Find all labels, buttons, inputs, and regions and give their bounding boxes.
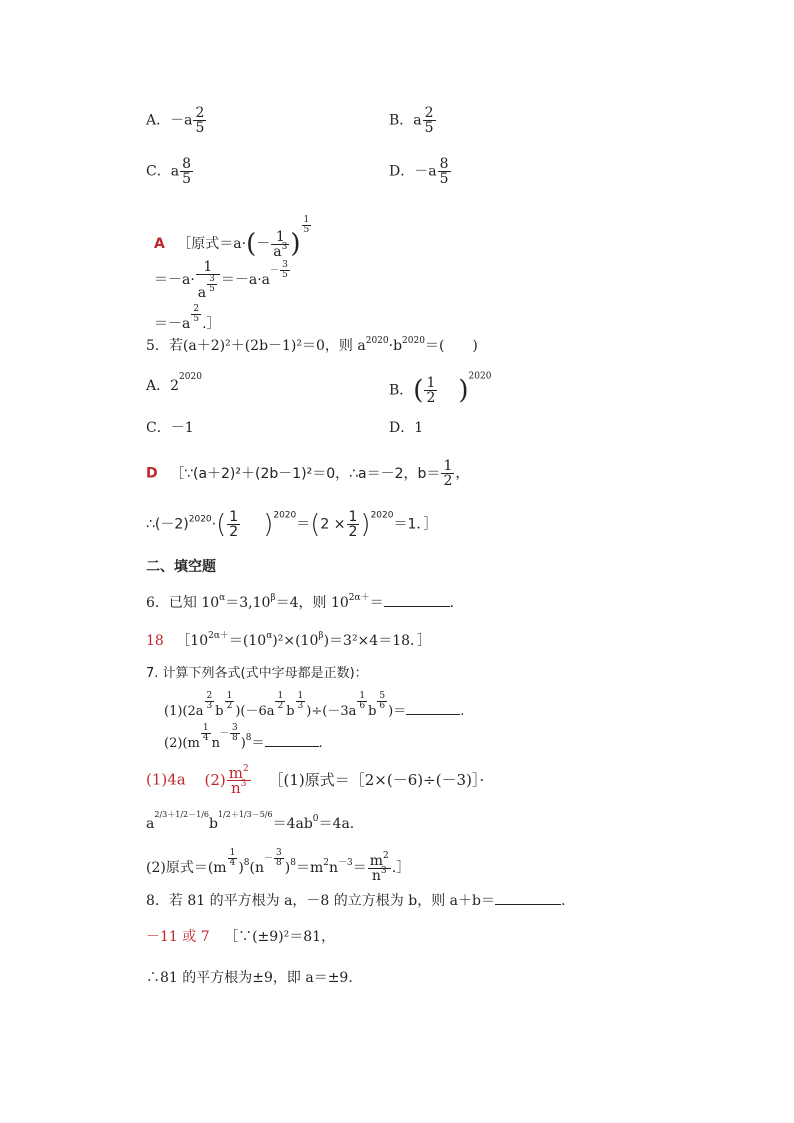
q4-sol1-exponent: $\frac{1}{5}$ xyxy=(303,215,310,235)
q4-solution-line-3: ＝－a $^{\frac{2}{5}}$ .］ xyxy=(154,304,221,332)
q5-sol2-fraction-2: $\frac{1}{2}$ xyxy=(348,509,358,540)
q4-option-d: D．－a $\frac{8}{5}$ xyxy=(389,156,449,187)
q7-sol3-fraction: $\frac{m^2}{n^3}$ xyxy=(369,850,389,884)
section-title: 二、填空题 xyxy=(146,559,216,575)
q7-answer-1: (1)4a xyxy=(146,770,186,789)
q4-option-c: C．a $\frac{8}{5}$ xyxy=(146,156,191,187)
q7-answer-2-fraction: $\frac{m^2}{n^3}$ xyxy=(228,764,249,797)
q4-sol1-fraction: $\frac{1}{a^3}$ xyxy=(273,228,288,260)
q5-sol1-fraction: $\frac{1}{2}$ xyxy=(443,458,453,489)
q4-answer-letter: A xyxy=(154,236,165,252)
q4-option-b: B．a $\frac{2}{5}$ xyxy=(389,105,434,136)
q6-solution: 18 $[10^{2\alpha+}=(10^\alpha)^2\times(10^\beta)=3^2\times 4=18$．］ xyxy=(146,631,432,649)
q8-solution-line-1: －11 或 7 ［∵(±9)²＝81， xyxy=(146,929,336,945)
q4-option-b-fraction: $\frac{2}{5}$ xyxy=(424,105,434,136)
q5-sol2-fraction: $\frac{1}{2}$ xyxy=(229,509,239,540)
q7-blank-1 xyxy=(406,702,460,715)
q8-blank xyxy=(495,892,561,905)
q8-solution-line-2: ∴81 的平方根为±9，即 a＝±9. xyxy=(146,970,353,986)
q7-solution-line-2: $a^{2/3+1/2-1/6}b^{1/2+1/3-5/6}=4ab^0=4a$. xyxy=(146,810,355,832)
q4-solution-line-2: ＝－a· 1 a $\frac{3}{5}$ $=-a\cdot a^{- \frac{3}{5}}$ xyxy=(154,259,288,301)
q5-option-c: C．－1 xyxy=(146,420,194,436)
q4-option-a: A．－a $\frac{2}{5}$ xyxy=(146,105,205,136)
q5-option-a: A．$2^{2020}$ xyxy=(146,372,202,394)
q5-solution-line-2: $\therefore(-2)^{2020}\cdot$( $\frac{1}{2}$ )$^{2020}$＝(2 × $\frac{1}{2}$ )$^{2020}$＝1．］ xyxy=(146,509,438,540)
q4-sol2-fraction: 1 a $\frac{3}{5}$ xyxy=(196,260,220,300)
q8-stem: 8．若 81 的平方根为 a，－8 的立方根为 b，则 a＋b＝ . xyxy=(146,893,566,909)
q7-solution-line-1: (1)4a (2) $\frac{m^2}{n^3}$ ［(1)原式＝［2×(－6)÷(－3)］· xyxy=(146,764,485,797)
q5-stem: 5．若(a＋2)²＋(2b－1)²＝0，则 $a^{2020}\cdot b^{2020}=$( ) xyxy=(146,336,478,354)
q8-answer: －11 或 7 xyxy=(146,929,210,945)
q5-option-b: B．( $\frac{1}{2}$ )$^{2020}$ xyxy=(389,371,492,406)
q6-answer: 18 xyxy=(146,633,164,649)
q5-option-d: D．1 xyxy=(389,420,424,436)
q7-solution-line-3: (2)原式＝(m $^{\frac{1}{4}}$ )$^8(n^{- \frac{3}{8}}$ )$^8=m^2n^{-3}=$ $\frac{m^2}{n^3}$ .］ xyxy=(146,848,411,884)
q7-part-2: (2)(m $^{\frac{1}{4}}$ $n^{- \frac{3}{8}}$ )$^8$＝ . xyxy=(164,723,323,751)
q4-option-d-fraction: $\frac{8}{5}$ xyxy=(439,156,449,187)
q5-solution-line-1: D ［∵(a＋2)²＋(2b－1)²＝0，∴a＝－2，b＝ $\frac{1}{2}$ ， xyxy=(146,458,470,489)
q5-option-b-fraction: $\frac{1}{2}$ xyxy=(426,375,436,406)
q7-part-1: (1)(2a $^{\frac{2}{3}}$ b $^{\frac{1}{2}}$ )(－6a $^{\frac{1}{2}}$ b $^{\frac{1}{3}}$ )÷(－3a $^{\frac{1}{6}}$ b $^{\frac{5}{6}}$ )＝ . xyxy=(164,691,465,719)
q6-stem: 6．已知 $10^\alpha=3,10^\beta=4$，则 $10^{2\alpha+}=$ . xyxy=(146,593,455,611)
q4-solution-line-1: A ［原式＝a·(－ $\frac{1}{a^3}$ ) $\frac{1}{5}$ xyxy=(154,215,310,260)
q5-answer-letter: D xyxy=(146,465,158,482)
q7-answer-2: (2) xyxy=(204,770,226,789)
q7-blank-2 xyxy=(265,734,319,747)
q4-option-a-fraction: $\frac{2}{5}$ xyxy=(195,105,205,136)
q6-blank xyxy=(384,594,450,607)
q7-stem: 7. 计算下列各式(式中字母都是正数)： xyxy=(146,666,368,681)
q4-option-c-fraction: $\frac{8}{5}$ xyxy=(182,156,191,187)
